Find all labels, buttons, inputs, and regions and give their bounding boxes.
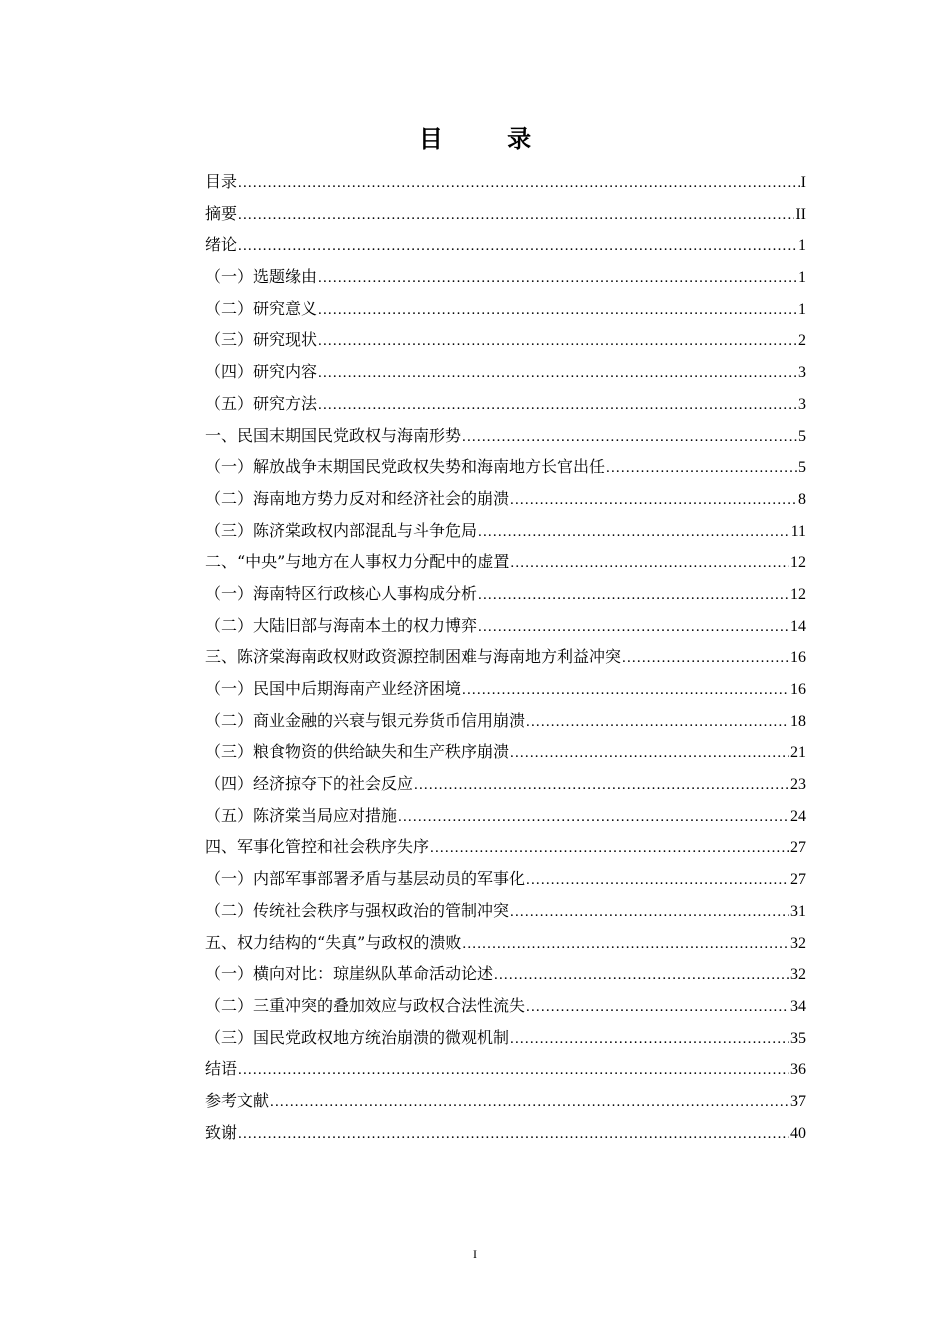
- toc-entry-page: 14: [790, 617, 806, 635]
- toc-entry-label: 摘要: [205, 203, 238, 223]
- toc-entry-page: II: [795, 205, 806, 223]
- toc-entry[interactable]: [205, 895, 806, 927]
- toc-dot-leader: [238, 168, 800, 200]
- toc-entry-page: 21: [790, 744, 806, 762]
- toc-dot-leader: [318, 263, 797, 295]
- toc-dot-leader: [510, 897, 789, 929]
- toc-entry[interactable]: [205, 420, 806, 452]
- toc-entry[interactable]: [205, 990, 806, 1022]
- table-of-contents: [205, 166, 806, 1148]
- toc-entry-label: （三）陈济棠政权内部混乱与斗争危局: [205, 520, 478, 540]
- toc-dot-leader: [526, 707, 789, 739]
- toc-entry-page: 24: [790, 807, 806, 825]
- toc-entry[interactable]: [205, 1117, 806, 1149]
- toc-dot-leader: [478, 580, 789, 612]
- toc-entry-page: 16: [790, 681, 806, 698]
- toc-entry[interactable]: [205, 578, 806, 610]
- toc-entry[interactable]: [205, 736, 806, 768]
- toc-entry[interactable]: [205, 673, 806, 705]
- toc-entry-label: （一）横向对比：琼崖纵队革命活动论述: [205, 964, 494, 984]
- toc-entry-page: 2: [798, 332, 806, 350]
- toc-entry-label: 绪论: [205, 235, 238, 255]
- toc-entry-page: 12: [790, 554, 806, 572]
- toc-entry[interactable]: [205, 166, 806, 198]
- toc-entry-page: 3: [798, 395, 806, 413]
- toc-entry-label: （一）海南特区行政核心人事构成分析: [205, 583, 478, 603]
- toc-entry-page: 36: [790, 1061, 806, 1079]
- toc-entry-page: 23: [790, 776, 806, 794]
- toc-entry-label: （五）研究方法: [205, 393, 318, 413]
- toc-entry-label: 四、军事化管控和社会秩序失序: [205, 837, 430, 857]
- toc-entry-page: 11: [790, 522, 806, 540]
- toc-entry[interactable]: [205, 610, 806, 642]
- toc-dot-leader: [318, 358, 797, 390]
- toc-entry[interactable]: [205, 800, 806, 832]
- toc-entry[interactable]: [205, 958, 806, 990]
- toc-entry-page: 32: [790, 934, 806, 952]
- toc-dot-leader: [238, 1055, 789, 1087]
- toc-entry-label: 目录: [205, 172, 238, 191]
- toc-entry-page: 8: [798, 490, 806, 508]
- toc-entry[interactable]: [205, 831, 806, 863]
- toc-entry-page: 31: [790, 902, 806, 920]
- toc-entry[interactable]: [205, 515, 806, 547]
- toc-entry-label: （四）经济掠夺下的社会反应: [205, 774, 414, 794]
- toc-entry[interactable]: [205, 483, 806, 515]
- toc-entry-label: （一）解放战争末期国民党政权失势和海南地方长官出任: [205, 457, 606, 477]
- toc-dot-leader: [318, 295, 797, 327]
- toc-entry[interactable]: [205, 768, 806, 800]
- toc-entry-label: （二）传统社会秩序与强权政治的管制冲突: [205, 900, 510, 920]
- toc-entry-page: 40: [790, 1124, 806, 1142]
- toc-entry[interactable]: [205, 198, 806, 230]
- toc-entry-label: 三、陈济棠海南政权财政资源控制困难与海南地方利益冲突: [205, 647, 622, 667]
- toc-entry-page: 27: [790, 871, 806, 889]
- toc-dot-leader: [270, 1087, 789, 1119]
- toc-entry[interactable]: [205, 927, 806, 959]
- toc-entry-page: 3: [798, 364, 806, 382]
- toc-entry-page: 37: [790, 1092, 806, 1110]
- toc-dot-leader: [414, 770, 789, 802]
- toc-entry-page: 27: [790, 839, 806, 857]
- toc-dot-leader: [478, 612, 789, 644]
- toc-entry[interactable]: [205, 229, 806, 261]
- toc-entry[interactable]: [205, 863, 806, 895]
- toc-dot-leader: [318, 390, 797, 422]
- toc-dot-leader: [510, 1024, 789, 1056]
- toc-entry-page: 18: [790, 712, 806, 730]
- toc-entry-label: 一、民国末期国民党政权与海南形势: [205, 425, 462, 445]
- toc-entry-label: （二）商业金融的兴衰与银元券货币信用崩溃: [205, 710, 526, 730]
- toc-entry-page: 34: [790, 997, 806, 1015]
- toc-entry-page: 1: [798, 237, 806, 255]
- toc-entry[interactable]: [205, 705, 806, 737]
- toc-dot-leader: [510, 548, 789, 580]
- toc-entry-page: 5: [798, 427, 806, 445]
- page-number: I: [473, 1247, 477, 1261]
- toc-entry-label: 五、权力结构的“失真”与政权的溃败: [205, 932, 462, 952]
- toc-dot-leader: [462, 422, 797, 454]
- toc-dot-leader: [494, 960, 789, 992]
- toc-entry[interactable]: [205, 1085, 806, 1117]
- toc-entry[interactable]: [205, 546, 806, 578]
- toc-dot-leader: [238, 200, 794, 232]
- toc-entry-page: 1: [798, 300, 806, 318]
- toc-entry-label: （一）选题缘由: [205, 267, 318, 287]
- toc-dot-leader: [462, 929, 789, 961]
- toc-dot-leader: [318, 326, 797, 358]
- toc-dot-leader: [526, 865, 789, 897]
- toc-dot-leader: [526, 992, 789, 1024]
- toc-dot-leader: [622, 643, 789, 675]
- toc-entry[interactable]: [205, 388, 806, 420]
- toc-entry-label: （五）陈济棠当局应对措施: [205, 805, 398, 825]
- toc-entry-page: 35: [790, 1029, 806, 1047]
- toc-entry[interactable]: [205, 293, 806, 325]
- toc-entry-page: 1: [798, 269, 806, 287]
- toc-entry-label: （二）海南地方势力反对和经济社会的崩溃: [205, 488, 510, 508]
- toc-entry-label: （四）研究内容: [205, 362, 318, 382]
- toc-entry-label: （一）民国中后期海南产业经济困境: [205, 679, 462, 698]
- toc-entry[interactable]: [205, 1053, 806, 1085]
- toc-entry-label: （三）粮食物资的供给缺失和生产秩序崩溃: [205, 742, 510, 762]
- toc-entry[interactable]: [205, 324, 806, 356]
- toc-entry-label: （三）研究现状: [205, 330, 318, 350]
- toc-entry-page: 32: [790, 966, 806, 984]
- toc-dot-leader: [478, 517, 790, 549]
- toc-entry-page: 5: [798, 459, 806, 477]
- toc-dot-leader: [510, 738, 789, 770]
- toc-entry[interactable]: [205, 641, 806, 673]
- toc-entry-label: （二）三重冲突的叠加效应与政权合法性流失: [205, 995, 526, 1015]
- toc-dot-leader: [238, 1119, 789, 1151]
- toc-entry-label: （一）内部军事部署矛盾与基层动员的军事化: [205, 869, 526, 889]
- toc-dot-leader: [510, 485, 797, 517]
- toc-entry-page: 16: [790, 649, 806, 667]
- toc-entry-label: （二）大陆旧部与海南本土的权力博弈: [205, 615, 478, 635]
- toc-entry-label: 二、“中央”与地方在人事权力分配中的虚置: [205, 552, 510, 572]
- toc-dot-leader: [430, 833, 789, 865]
- toc-entry-page: I: [800, 174, 806, 191]
- toc-entry[interactable]: [205, 261, 806, 293]
- toc-entry-label: 结语: [205, 1059, 238, 1079]
- toc-dot-leader: [398, 802, 789, 834]
- toc-entry[interactable]: [205, 451, 806, 483]
- toc-entry[interactable]: [205, 356, 806, 388]
- toc-dot-leader: [462, 675, 789, 707]
- toc-entry-label: （三）国民党政权地方统治崩溃的微观机制: [205, 1027, 510, 1047]
- toc-entry-label: （二）研究意义: [205, 298, 318, 318]
- toc-entry-label: 致谢: [205, 1122, 238, 1142]
- toc-entry-page: 12: [790, 585, 806, 603]
- toc-entry[interactable]: [205, 1022, 806, 1054]
- toc-entry-label: 参考文献: [205, 1090, 270, 1110]
- page-title: 目 录: [418, 124, 560, 153]
- toc-dot-leader: [238, 231, 797, 263]
- toc-dot-leader: [606, 453, 797, 485]
